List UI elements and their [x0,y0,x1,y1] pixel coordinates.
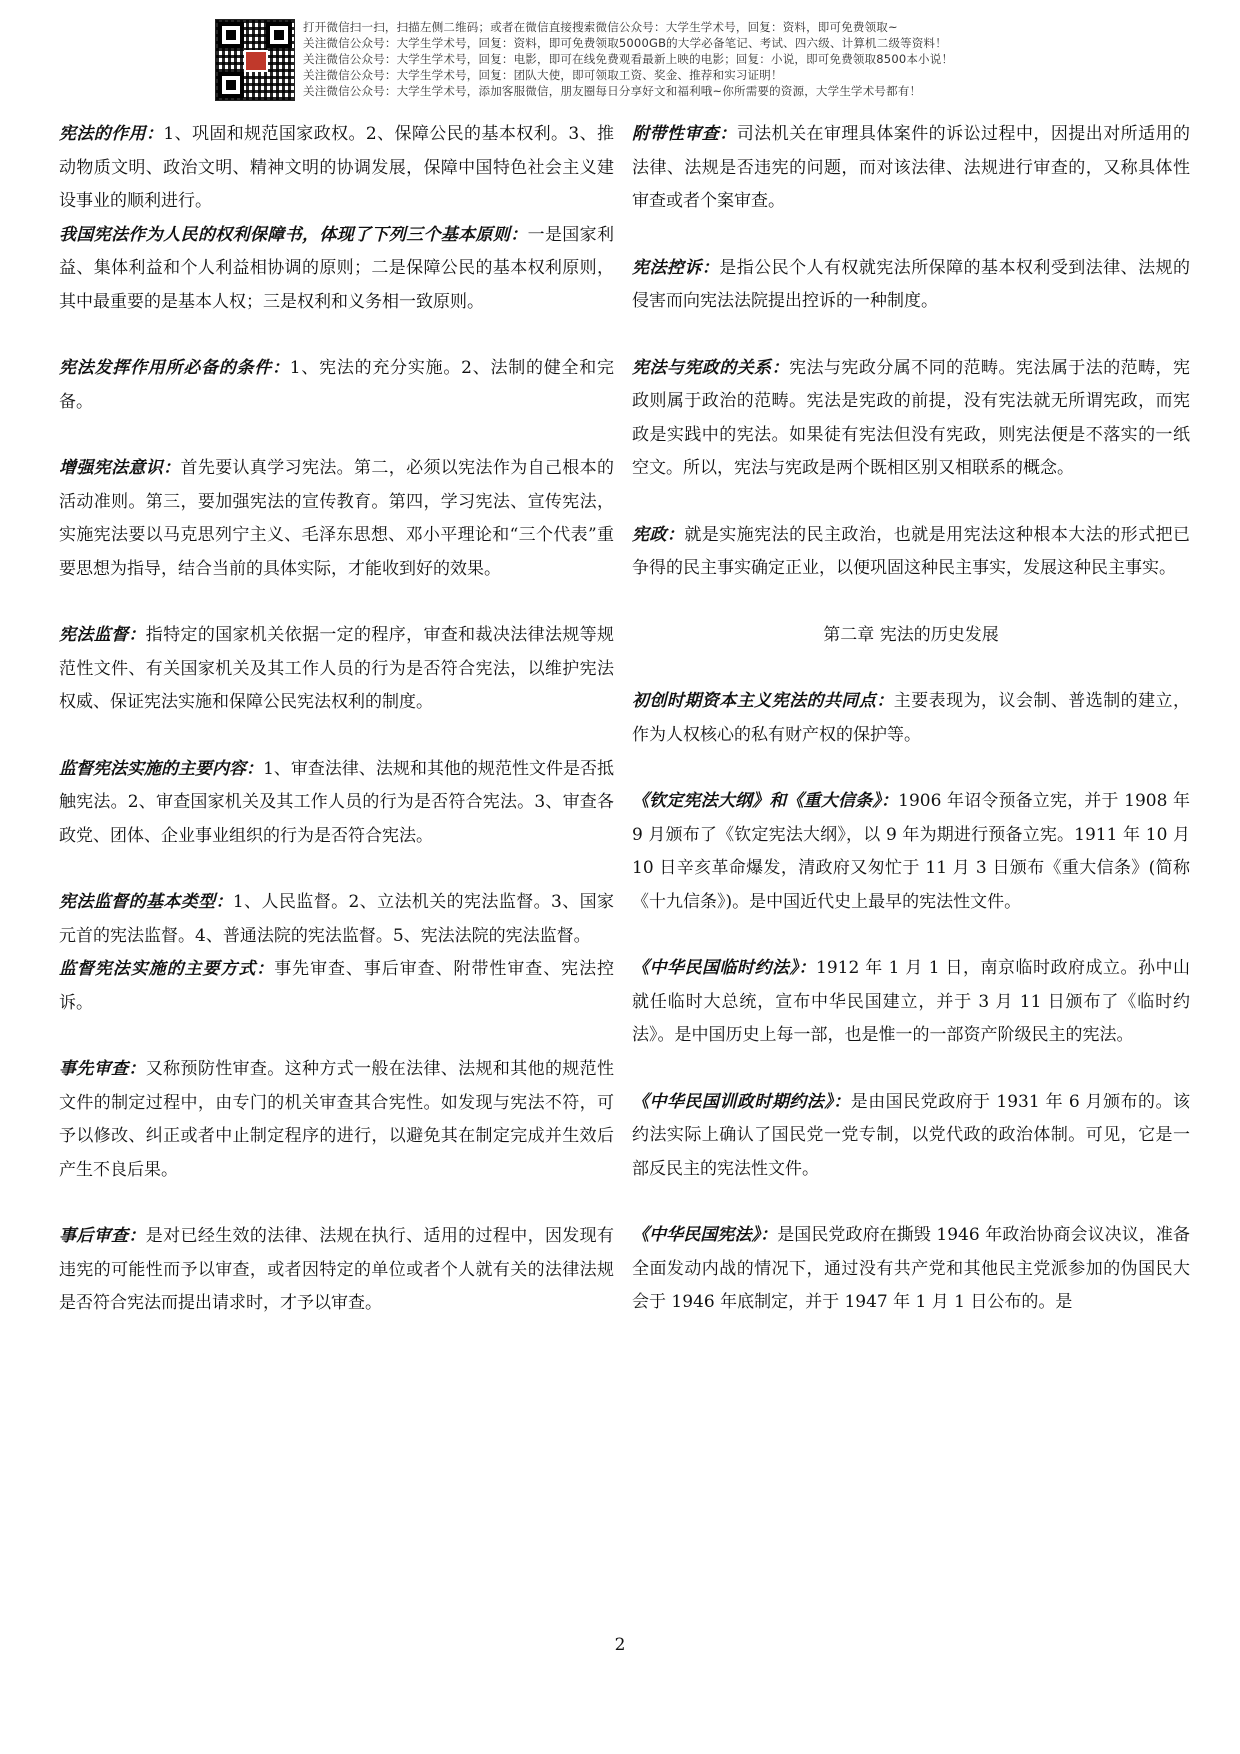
term: 事后审查： [59,1226,146,1246]
paragraph-prior-review [59,1053,614,1187]
page-number: 2 [614,1635,626,1655]
header-promo-text [303,19,1023,99]
term: 我国宪法作为人民的权利保障书，体现了下列三个基本原则： [59,224,528,245]
definition: 首先要认真学习宪法。第二，必须以宪法作为自己根本的活动准则。第三，要加强宪法的宣传教育。第四，学习宪法、宣传宪法，实施宪法要以马克思列宁主义、毛泽东思想、邓小平理论和“三个代表”重要思想为指导，结合当前的具体实际，才能收到好的效果。 [59,458,614,579]
term: 宪法发挥作用所必备的条件： [59,358,290,378]
paragraph-constitution-role [59,118,614,219]
term: 增强宪法意识： [59,458,181,478]
paragraph-constitutionalism [632,519,1190,586]
term: 宪政： [632,524,685,545]
paragraph-incidental-review [632,118,1190,219]
right-column [632,118,1190,1320]
header-line: 关注微信公众号：大学生学术号，添加客服微信，朋友圈每日分享好文和福利哦~你所需要的资源，大学生学术号都有！ [303,84,922,98]
paragraph-early-capitalist [632,685,1190,752]
term: 宪法监督的基本类型： [59,892,233,912]
definition: 主要表现为，议会制、普选制的建立，作为人权核心的私有财产权的保护等。 [632,691,1191,745]
paragraph-post-review [59,1220,614,1321]
qr-code-icon [215,19,295,101]
term: 《中华民国训政时期约法》： [632,1091,851,1112]
header-line: 打开微信扫一扫，扫描左侧二维码；或者在微信直接搜索微信公众号：大学生学术号，回复：资料，即可免费领取~ [303,20,898,34]
header-line: 关注微信公众号：大学生学术号，回复：电影，即可在线免费观看最新上映的电影；回复：小说，即可免费领取8500本小说！ [303,52,954,66]
definition: 是由国民党政府于 1931 年 6 月颁布的。该约法实际上确认了国民党一党专制，以党代政的政治体制。可见，它是一部反民主的宪法性文件。 [632,1091,1191,1179]
definition: 1912 年 1 月 1 日，南京临时政府成立。孙中山就任临时大总统，宣布中华民国建立，并于 3 月 11 日颁布了《临时约法》。是中国历史上每一部，也是惟一的一部资产阶级民主的宪法。 [632,958,1190,1045]
term: 监督宪法实施的主要方式： [59,959,275,979]
definition: 是指公民个人有权就宪法所保障的基本权利受到法律、法规的侵害而向宪法法院提出控诉的一种制度。 [632,257,1191,311]
paragraph-supervision-types [59,886,614,953]
paragraph-conditions [59,352,614,419]
definition: 宪法与宪政分属不同的范畴。宪法属于法的范畴，宪政则属于政治的范畴。宪法是宪政的前提，没有宪法就无所谓宪政，而宪政是实践中的宪法。如果徒有宪法但没有宪政，则宪法便是不落实的一纸空文。所以，宪法与宪政是两个既相区别又相联系的概念。 [632,357,1191,478]
term: 宪法监督： [59,625,146,645]
paragraph-qing-constitution [632,785,1190,919]
definition: 一是国家利益、集体利益和个人利益相协调的原则；二是保障公民的基本权利原则，其中最重要的是基本人权；三是权利和义务相一致原则。 [59,224,615,312]
definition: 是国民党政府在撕毁 1946 年政治协商会议决议，准备全面发动内战的情况下，通过没有共产党和其他民主党派参加的伪国民大会于 1946 年底制定，并于 1947 年 1 月 1 日公布的。是 [632,1225,1190,1312]
paragraph-supervision [59,619,614,720]
term: 初创时期资本主义宪法的共同点： [632,691,894,711]
page-header [215,17,1015,107]
term: 附带性审查： [632,124,737,144]
definition: 1、审查法律、法规和其他的规范性文件是否抵触宪法。2、审查国家机关及其工作人员的行为是否符合宪法。3、审查各政党、团体、企业事业组织的行为是否符合宪法。 [59,758,615,846]
definition: 1906 年诏令预备立宪，并于 1908 年 9 月颁布了《钦定宪法大纲》，以 9 年为期进行预备立宪。1911 年 10 月 10 日辛亥革命爆发，清政府又匆忙于 11 月 3 日颁布《重大信条》(简称《十九信条》)。是中国近代史上最早的宪法性文件。 [632,791,1190,912]
paragraph-three-principles [59,219,614,320]
term: 事先审查： [59,1059,146,1079]
header-line: 关注微信公众号：大学生学术号，回复：资料，即可免费领取5000GB的大学必备笔记、考试、四六级、计算机二级等资料！ [303,36,947,50]
left-column [59,118,614,1321]
definition: 是对已经生效的法律、法规在执行、适用的过程中，因发现有违宪的可能性而予以审查，或者因特定的单位或者个人就有关的法律法规是否符合宪法而提出请求时，才予以审查。 [59,1226,615,1313]
paragraph-supervision-methods [59,953,614,1020]
term: 宪法的作用： [59,124,164,144]
term: 《中华民国宪法》： [632,1225,778,1245]
definition: 1、人民监督。2、立法机关的宪法监督。3、国家元首的宪法监督。4、普通法院的宪法监督。5、宪法法院的宪法监督。 [59,892,614,946]
term: 监督宪法实施的主要内容： [59,758,264,779]
definition: 指特定的国家机关依据一定的程序，审查和裁决法律法规等规范性文件、有关国家机关及其工作人员的行为是否符合宪法，以维护宪法权威、保证宪法实施和保障公民宪法权利的制度。 [59,625,615,712]
term: 宪法控诉： [632,257,720,278]
definition: 司法机关在审理具体案件的诉讼过程中，因提出对所适用的法律、法规是否违宪的问题，而对该法律、法规进行审查的，又称具体性审查或者个案审查。 [632,124,1191,211]
paragraph-supervision-content [59,753,614,854]
paragraph-constitution-vs-constitutionalism [632,352,1190,486]
paragraph-provisional-constitution [632,952,1190,1053]
paragraph-tutelage-constitution [632,1086,1190,1187]
definition: 事先审查、事后审查、附带性审查、宪法控诉。 [59,959,615,1013]
definition: 1、宪法的充分实施。2、法制的健全和完备。 [59,358,614,412]
term: 《钦定宪法大纲》和《重大信条》： [632,791,899,811]
definition: 又称预防性审查。这种方式一般在法律、法规和其他的规范性文件的制定过程中，由专门的机关审查其合宪性。如发现与宪法不符，可予以修改、纠正或者中止制定程序的进行，以避免其在制定完成并生效后产生不良后果。 [59,1059,615,1180]
definition: 1、巩固和规范国家政权。2、保障公民的基本权利。3、推动物质文明、政治文明、精神文明的协调发展，保障中国特色社会主义建设事业的顺利进行。 [59,124,615,211]
chapter-title: 第二章 宪法的历史发展 [823,624,999,645]
header-line: 关注微信公众号：大学生学术号，回复：团队大使，即可领取工资、奖金、推荐和实习证明！ [303,68,783,82]
term: 宪法与宪政的关系： [632,357,790,378]
definition: 就是实施宪法的民主政治，也就是用宪法这种根本大法的形式把已争得的民主事实确定正业，以便巩固这种民主事实，发展这种民主事实。 [632,524,1191,578]
paragraph-roc-constitution [632,1219,1190,1320]
paragraph-awareness [59,452,614,586]
paragraph-constitutional-complaint [632,252,1190,319]
term: 《中华民国临时约法》： [632,958,817,978]
